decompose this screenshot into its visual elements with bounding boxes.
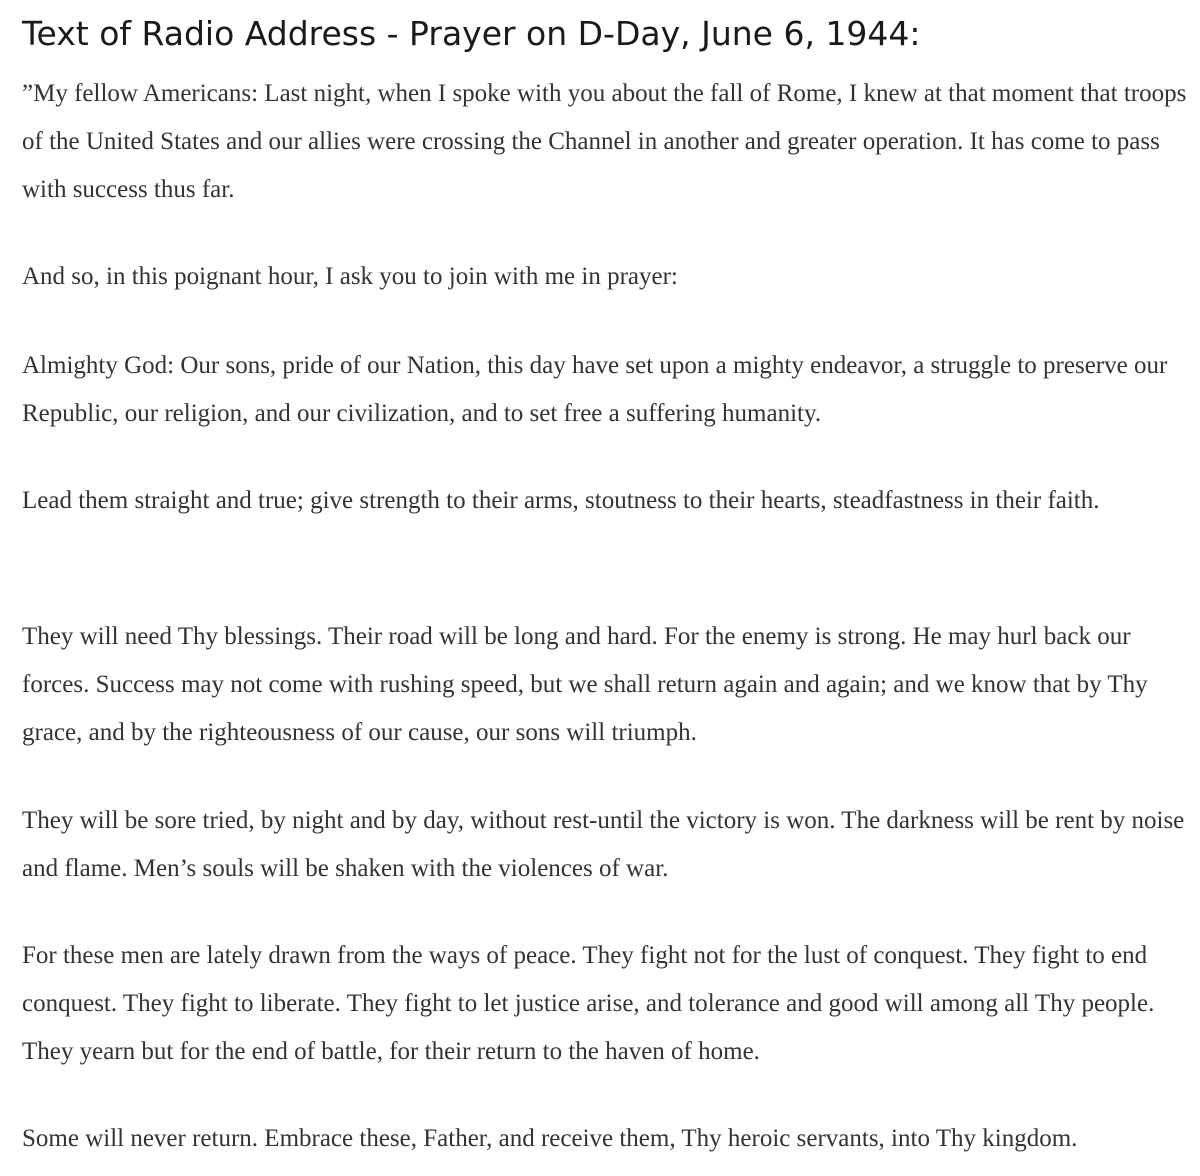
paragraph-6: They will be sore tried, by night and by day, without rest-until the victory is won. The darkness will be rent by noise and flame. Men’s souls will be shaken with the violences of war. bbox=[22, 807, 1185, 882]
paragraph-7: For these men are lately drawn from the ways of peace. They fight not for the lust of conquest. They fight to end conquest. They fight to liberate. They fight to let justice arise, and tolerance and good will among all Thy people. They yearn but for the end of battle, for their return to the haven of home. bbox=[22, 942, 1155, 1065]
paragraph-4: Lead them straight and true; give strength to their arms, stoutness to their hearts, steadfastness in their faith. bbox=[22, 487, 1100, 514]
paragraph-8: Some will never return. Embrace these, Father, and receive them, Thy heroic servants, into Thy kingdom. bbox=[22, 1125, 1078, 1152]
paragraph-3: Almighty God: Our sons, pride of our Nation, this day have set upon a mighty endeavor, a struggle to preserve our Republic, our religion, and our civilization, and to set free a suffering humanity. bbox=[22, 352, 1168, 427]
paragraph-2: And so, in this poignant hour, I ask you to join with me in prayer: bbox=[22, 263, 678, 290]
paragraph-1: ”My fellow Americans: Last night, when I spoke with you about the fall of Rome, I knew at that moment that troops of the United States and our allies were crossing the Channel in another and greater operation. It has come to pass with success thus far. bbox=[22, 80, 1187, 203]
paragraph-5: They will need Thy blessings. Their road will be long and hard. For the enemy is strong. He may hurl back our forces. Success may not come with rushing speed, but we shall return again and again; and we know that by Thy grace, and by the righteousness of our cause, our sons will triumph. bbox=[22, 623, 1148, 746]
page-title: Text of Radio Address - Prayer on D-Day, June 6, 1944: bbox=[22, 14, 921, 53]
